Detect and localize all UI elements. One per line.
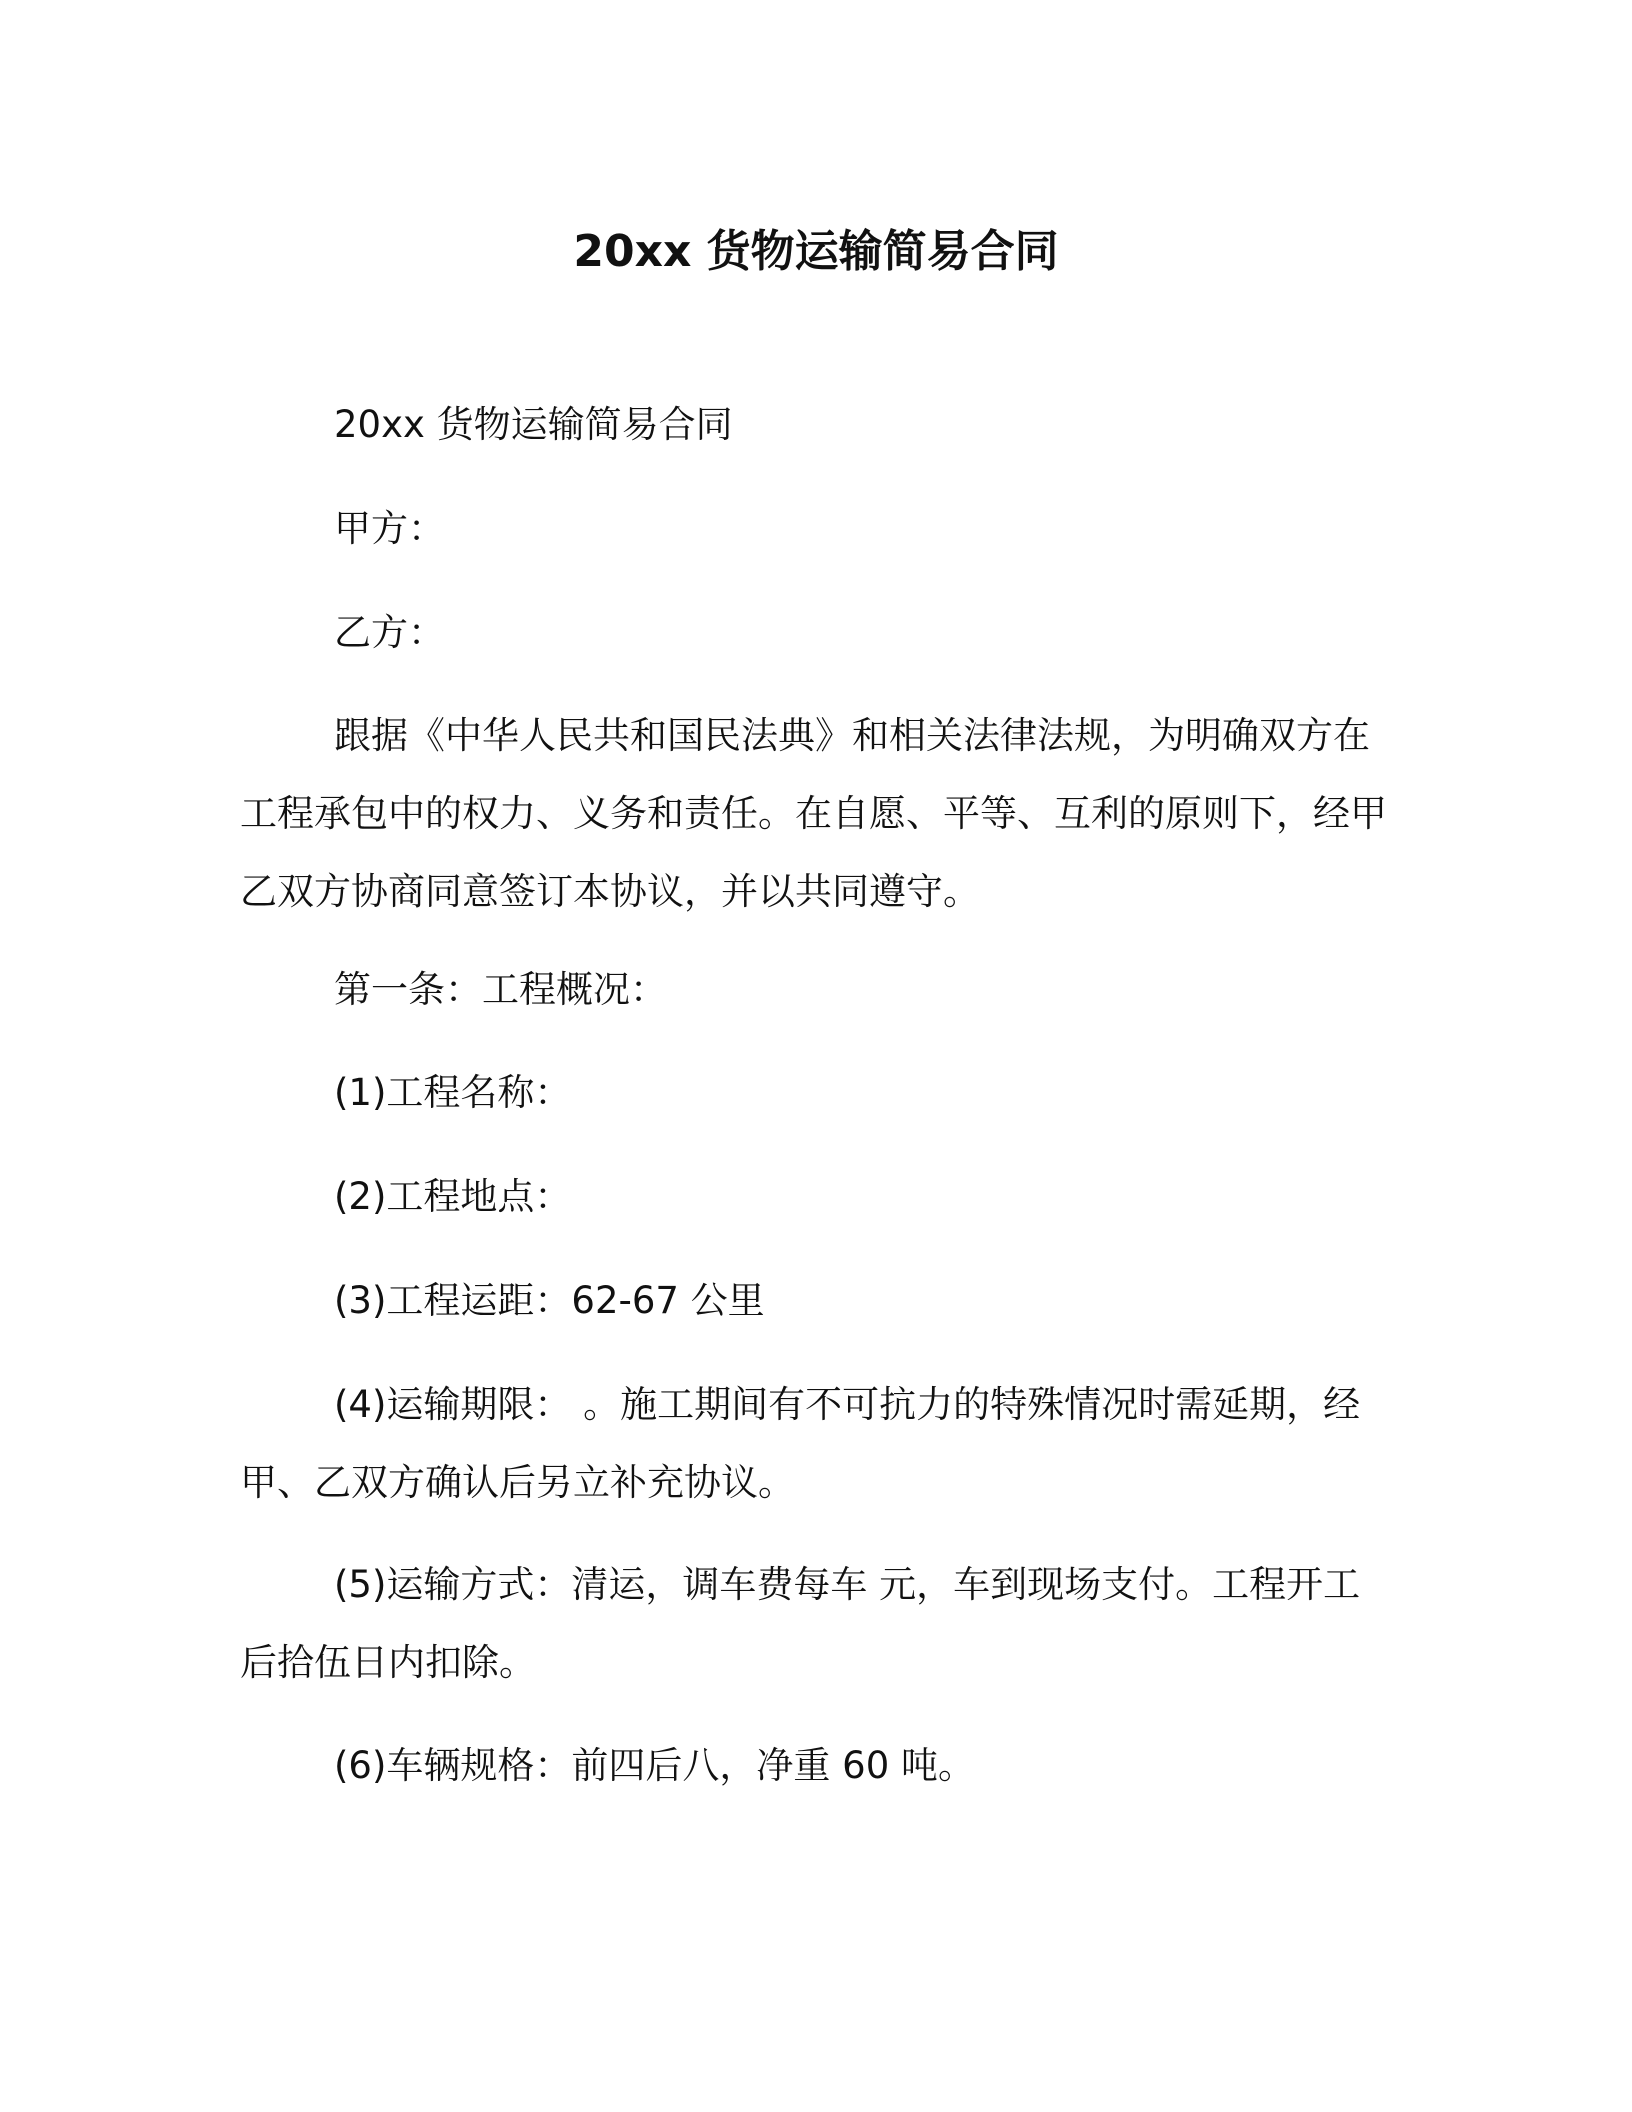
item-project-name: (1)工程名称： — [334, 1071, 572, 1114]
contract-subtitle: 20xx 货物运输简易合同 — [334, 403, 733, 446]
preamble-paragraph: 跟据《中华人民共和国民法典》和相关法律法规，为明确双方在工程承包中的权力、义务和责任。在自愿、平等、互利的原则下，经甲乙双方协商同意签订本协议，并以共同遵守。 — [240, 714, 1387, 913]
item-vehicle-spec: (6)车辆规格：前四后八，净重 60 吨。 — [334, 1744, 976, 1787]
party-a-label: 甲方： — [334, 507, 445, 550]
item-project-location: (2)工程地点： — [334, 1175, 572, 1218]
document-title: 20xx 货物运输简易合同 — [573, 226, 1059, 277]
item-transport-period: (4)运输期限： 。施工期间有不可抗力的特殊情况时需延期，经甲、乙双方确认后另立补充协议。 — [240, 1383, 1361, 1504]
party-b-label: 乙方： — [334, 611, 445, 654]
article-1-heading: 第一条：工程概况： — [334, 968, 667, 1011]
item-transport-method: (5)运输方式：清运，调车费每车 元，车到现场支付。工程开工后拾伍日内扣除。 — [240, 1563, 1361, 1684]
item-transport-distance: (3)工程运距：62-67 公里 — [334, 1279, 765, 1322]
